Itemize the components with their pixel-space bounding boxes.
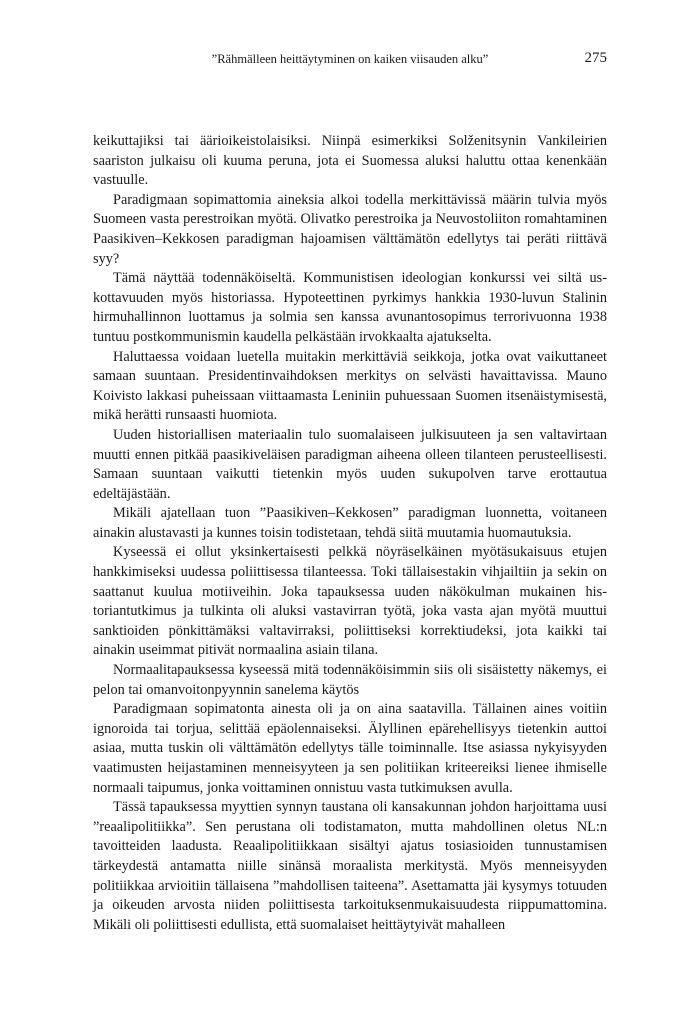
- paragraph: keikuttajiksi tai äärioikeistolaisiksi. Niinpä esimerkiksi Solženitsynin Vankileirien saariston julkaisu oli kuuma peruna, jota ei Suomessa aluksi haluttu ottaa kenenkään vastuulle.: [93, 133, 607, 189]
- paragraph: Mikäli ajatellaan tuon ”Paasikiven–Kekkosen” paradigman luonnetta, voitaneen ainakin alustavasti ja kunnes toisin todistetaan, tehdä siitä muutamia huomautuksia.: [93, 505, 607, 541]
- page-header: [93, 52, 607, 72]
- paragraph: Normaalitapauksessa kyseessä mitä todennäköisimmin siis oli sisäistetty näkemys, ei pelon tai omanvoitonpyynnin sanelema käytös: [93, 662, 607, 698]
- paragraph: Uuden historiallisen materiaalin tulo suomalaiseen julkisuuteen ja sen valtavirtaan muutti ennen pitkää paasikiveläisen paradigman aiheena olleen tilanteen perusteellisesti. Samaan suuntaan vaikutti tietenkin myös uuden sukupolven tarve erottautua edeltäjästään.: [93, 426, 607, 502]
- running-title: ”Rähmälleen heittäytyminen on kaiken viisauden alku”: [211, 52, 489, 66]
- paragraph: Haluttaessa voidaan luetella muitakin merkittäviä seikkoja, jotka ovat vaikuttaneet samaan suuntaan. Presidentinvaihdoksen merkitys on selvästi havaittavissa. Mauno Koivisto lakkasi puheissaan viittaamasta Leniniin puhuessaan Suomen itsenäistymisestä, mikä herätti runsaasti huomiota.: [93, 348, 607, 424]
- paragraph: Tässä tapauksessa myyttien synnyn taustana oli kansakunnan johdon harjoittama uusi ”reaalipolitiikka”. Sen perustana oli todistamaton, mutta mahdollinen oletus NL:n tavoitteiden laadusta. Reaalipolitiikkaan sisältyi ajatus tosiasioiden tunnustamisen tärkeydestä antamatta niille sinänsä moraalista merkitystä. Myös menneisyyden politiikkaa arvioitiin tällaisena ”mahdollisen taiteena”. Asettamatta jäi kysymys totuuden ja oikeuden arvosta niiden poliittisesta tarkoituksenmukaisuudesta riippumattomina. Mikäli oli poliittisesti edullista, että suomalaiset heittäytyivät mahalleen: [93, 799, 607, 933]
- paragraph: Paradigmaan sopimatonta ainesta oli ja on aina saatavilla. Tällainen aines voitiin ignoroida tai torjua, selittää epäolennaiseksi. Älyllinen epärehellisyys tietenkin auttoi asiaa, mutta tuskin oli välttämätön edellytys tälle toiminnalle. Itse asiassa nykyisyyden vaatimusten heijastaminen menneisyyteen ja sen politiikan kriteereiksi lienee ihmiselle normaali taipumus, jonka voittaminen onnistuu vasta tutkimuksen avulla.: [93, 701, 607, 796]
- body-text: [93, 132, 607, 935]
- page-number: 275: [584, 50, 607, 66]
- paragraph: Kyseessä ei ollut yksinkertaisesti pelkkä nöyräselkäinen myötäsukaisuus etujen hankkimiseksi uudessa poliittisessa tilanteessa. Toki tällaisestakin vihjailtiin ja sekin on saattanut kuulua motiiveihin. Joka tapauksessa uuden näkökulman mukainen historiantutkimus ja tulkinta oli aluksi vastavirran työtä, joka vasta ajan myötä muuttui sanktioiden pönkittämäksi valtavirraksi, poliittiseksi korrektiudeksi, jota kaikki tai ainakin useimmat pitivät normaalina asiain tilana.: [93, 544, 607, 659]
- paragraph: Tämä näyttää todennäköiseltä. Kommunistisen ideologian konkurssi vei siltä uskottavuuden myös historiassa. Hypoteettinen pyrkimys hankkia 1930-luvun Stalinin hirmuhallinnon luottamus ja solmia sen kanssa avunantosopimus terrorivuonna 1938 tuntuu postkommunismin kaudella pelkästään irvokkaalta ajatukselta.: [93, 270, 607, 345]
- paragraph: Paradigmaan sopimattomia aineksia alkoi todella merkittävissä määrin tulvia myös Suomeen vasta perestroikan myötä. Olivatko perestroika ja Neuvostoliiton romahtaminen Paasikiven–Kekkosen paradigman hajoamisen välttämätön edellytys tai peräti riittävä syy?: [93, 191, 607, 267]
